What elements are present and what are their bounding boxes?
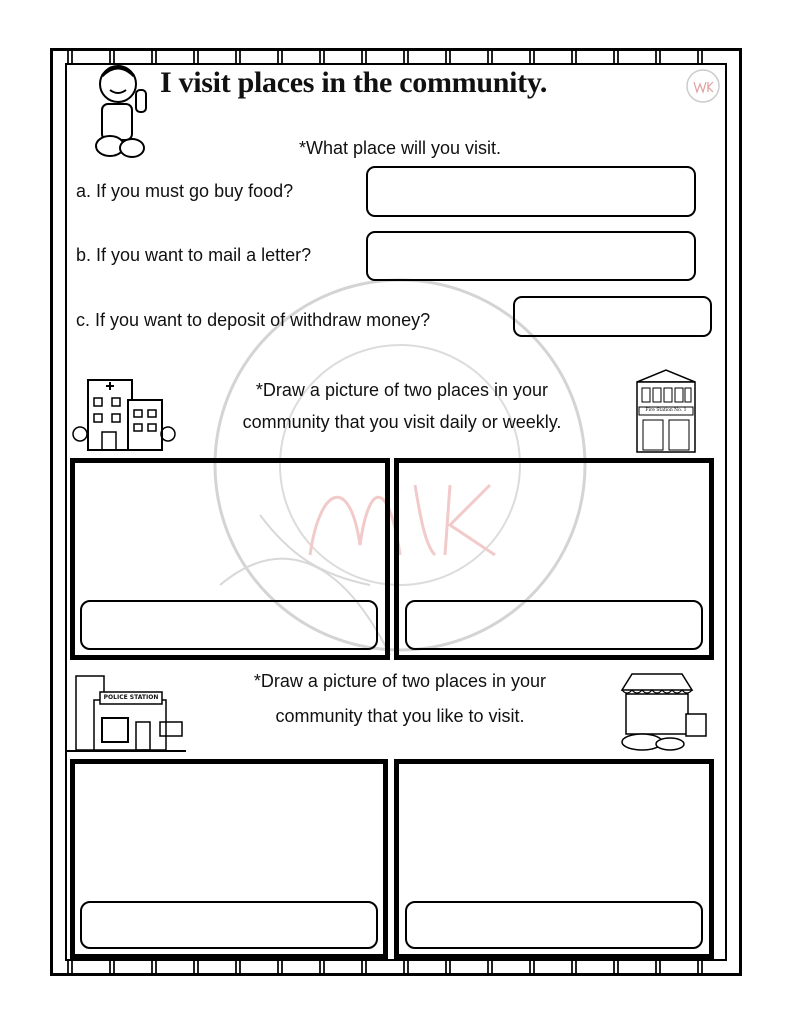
- brand-logo: [683, 66, 723, 106]
- police-station-sign: POLICE STATION: [103, 694, 159, 701]
- drawing-label-box-3[interactable]: [80, 901, 378, 949]
- drawing-label-box-1[interactable]: [80, 600, 378, 650]
- drawing-label-box-2[interactable]: [405, 600, 703, 650]
- drawing-label-box-4[interactable]: [405, 901, 703, 949]
- child-clipart-icon: [88, 60, 158, 160]
- section3-instruction-line1: *Draw a picture of two places in your: [253, 671, 547, 691]
- section2-instruction-line2: community that you visit daily or weekly.: [242, 412, 562, 432]
- question-b-answer-box[interactable]: [366, 231, 696, 281]
- section1-instruction: *What place will you visit.: [298, 138, 502, 158]
- page-title: I visit places in the community.: [160, 66, 548, 99]
- fire-station-icon: [631, 366, 701, 454]
- hospital-building-icon: [70, 370, 178, 452]
- question-a-label: a. If you must go buy food?: [76, 181, 294, 201]
- police-station-icon: [66, 672, 186, 754]
- question-b-label: b. If you want to mail a letter?: [76, 245, 312, 265]
- market-stall-icon: [612, 670, 708, 754]
- fire-station-sign: Fire Station No. 1: [645, 408, 687, 413]
- question-c-answer-box[interactable]: [513, 296, 712, 337]
- question-c-label: c. If you want to deposit of withdraw money?: [76, 310, 431, 330]
- question-a-answer-box[interactable]: [366, 166, 696, 217]
- section2-instruction-line1: *Draw a picture of two places in your: [255, 380, 549, 400]
- section3-instruction-line2: community that you like to visit.: [275, 706, 525, 726]
